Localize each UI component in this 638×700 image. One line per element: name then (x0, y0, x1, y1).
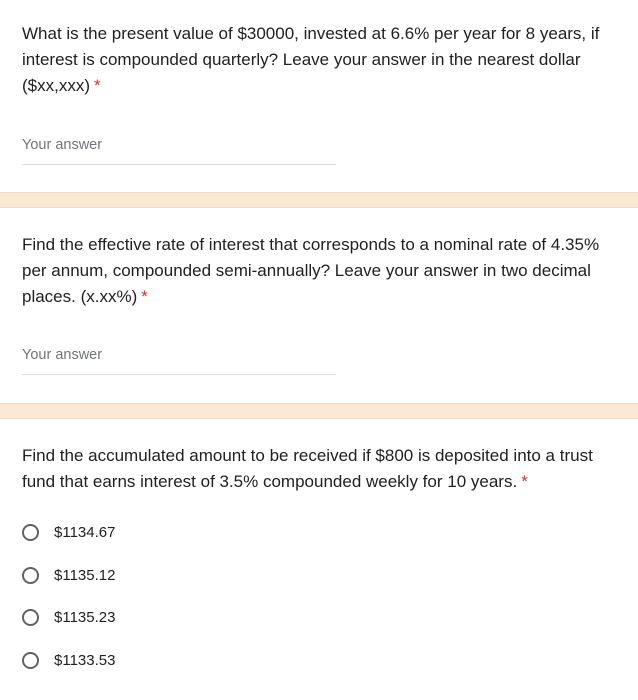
option-label-1: $1134.67 (54, 523, 116, 541)
option-label-2: $1135.12 (54, 566, 116, 584)
answer-input-1[interactable] (22, 132, 336, 165)
radio-option-4[interactable] (22, 648, 115, 672)
question-text-2 (22, 232, 626, 310)
section-divider-1 (0, 192, 638, 208)
radio-button-icon[interactable] (22, 652, 39, 669)
question-3-label: Find the accumulated amount to be received if $800 is deposited into a trust fund that earns interest of 3.5% compounded weekly for 10 years. (22, 446, 593, 491)
radio-option-1[interactable] (22, 520, 115, 544)
question-card-3 (0, 419, 638, 700)
question-2-label: Find the effective rate of interest that corresponds to a nominal rate of 4.35% per annum, compounded semi-annually? Leave your answer in two decimal places. (x.xx%) (22, 235, 600, 306)
question-card-2 (0, 208, 638, 403)
option-label-4: $1133.53 (54, 651, 116, 669)
radio-button-icon[interactable] (22, 567, 39, 584)
radio-option-3[interactable] (22, 605, 115, 629)
question-text-1 (22, 21, 626, 99)
radio-option-2[interactable] (22, 563, 115, 587)
required-marker-3: * (521, 472, 528, 491)
question-1-label: What is the present value of $30000, invested at 6.6% per year for 8 years, if interest is compounded quarterly? Leave your answer in the nearest dollar ($xx,xxx) (22, 24, 600, 95)
question-text-3 (22, 443, 626, 495)
required-marker-1: * (94, 76, 101, 95)
answer-input-2[interactable] (22, 342, 336, 375)
section-divider-2 (0, 403, 638, 419)
required-marker-2: * (141, 287, 148, 306)
option-label-3: $1135.23 (54, 608, 116, 626)
radio-button-icon[interactable] (22, 524, 39, 541)
radio-button-icon[interactable] (22, 609, 39, 626)
question-card-1 (0, 0, 638, 192)
